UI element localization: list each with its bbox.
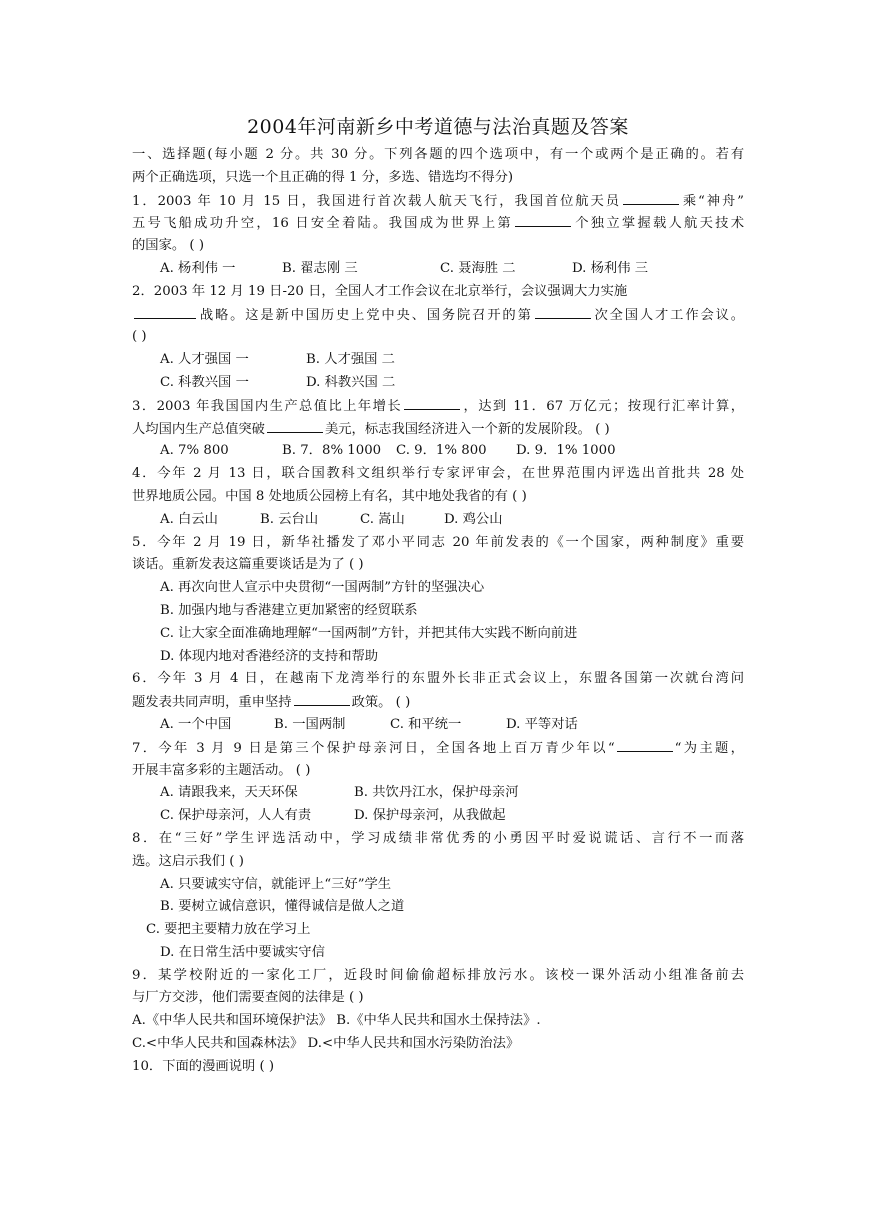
q1-option-b: B. 翟志刚 三: [282, 260, 358, 276]
section-instructions-line-1: 一、选择题(每小题 2 分。共 30 分。下列各题的四个选项中，有一个或两个是正确的。若有: [132, 147, 744, 162]
q7-option-d: D. 保护母亲河，从我做起: [354, 808, 506, 824]
q5-line-2: 谈话。重新发表这篇重要谈话是为了 ( ): [132, 557, 364, 573]
answer-blank: [617, 737, 673, 752]
q5-option-d: D. 体现内地对香港经济的支持和帮助: [160, 648, 379, 664]
q1-option-c: C. 聂海胜 二: [440, 260, 516, 276]
q7-options-cd: [132, 805, 744, 828]
q6-line-1: 6．今年 3 月 4 日，在越南下龙湾举行的东盟外长非正式会议上，东盟各国第一次就台湾问: [132, 671, 744, 687]
answer-blank: [535, 304, 591, 319]
q4-options: [132, 509, 744, 532]
q2-options-ab: [132, 349, 744, 372]
section-instructions-line-2: 两个正确选项，只选一个且正确的得 1 分，多选、错选均不得分): [132, 169, 514, 185]
q1-option-d: D. 杨利伟 三: [572, 260, 649, 276]
exam-page: [132, 112, 744, 1079]
q2-option-a: A. 人才强国 一: [160, 352, 249, 368]
q2-line-3: ( ): [132, 329, 147, 345]
q8-option-b: B. 要树立诚信意识，懂得诚信是做人之道: [160, 899, 405, 915]
q8-option-c: C. 要把主要精力放在学习上: [146, 922, 311, 938]
q5-option-b: B. 加强内地与香港建立更加紧密的经贸联系: [160, 602, 418, 618]
q5-line-1: 5．今年 2 月 19 日，新华社播发了邓小平同志 20 年前发表的《一个国家，两种制度》重要: [132, 534, 744, 550]
q1-line-1: 1．2003 年 10 月 15 日，我国进行首次载人航天飞行，我国首位航天员 乘“神舟”: [132, 190, 744, 213]
q8-line-2: 选。这启示我们 ( ): [132, 853, 244, 869]
q4-line-2: 世界地质公园。中国 8 处地质公园榜上有名，其中地处我省的有 ( ): [132, 488, 527, 504]
q2-line-1: 2．2003 年 12 月 19 日-20 日，全国人才工作会议在北京举行，会议强调大力实施: [132, 283, 628, 299]
q2-option-b: B. 人才强国 二: [306, 352, 395, 368]
q1-line-3: 的国家。 ( ): [132, 238, 205, 254]
q3-line-2: 人均国内生产总值突破 美元，标志我国经济进入一个新的发展阶段。 ( ): [132, 418, 744, 441]
q4-option-c: C. 嵩山: [360, 511, 405, 527]
q2-line-2: 战略。这是新中国历史上党中央、国务院召开的第 次全国人才工作会议。: [132, 304, 744, 327]
q3-option-d: D. 9．1% 1000: [516, 443, 616, 459]
q9-options-ab: A.《中华人民共和国环境保护法》 B.《中华人民共和国水土保持法》.: [132, 1013, 541, 1029]
answer-blank: [294, 691, 350, 706]
q3-line-1: 3．2003 年我国国内生产总值比上年增长 ，达到 11．67 万亿元；按现行汇率计算，: [132, 395, 744, 418]
q6-options: [132, 714, 744, 737]
q7-option-a: A. 请跟我来，天天环保: [160, 785, 298, 801]
q4-option-d: D. 鸡公山: [444, 511, 503, 527]
q2-options-cd: [132, 372, 744, 395]
q2-option-d: D. 科教兴国 二: [306, 374, 396, 390]
q4-line-1: 4．今年 2 月 13 日，联合国教科文组织举行专家评审会，在世界范围内评选出首批共 28 处: [132, 466, 744, 482]
q6-option-d: D. 平等对话: [506, 716, 578, 732]
q4-option-a: A. 白云山: [160, 511, 218, 527]
q2-option-c: C. 科教兴国 一: [160, 374, 249, 390]
answer-blank: [515, 212, 571, 227]
q5-option-c: C. 让大家全面准确地理解“一国两制”方针，并把其伟大实践不断向前进: [160, 625, 578, 641]
q7-options-ab: [132, 782, 744, 805]
q3-option-a: A. 7% 800: [160, 443, 229, 459]
answer-blank: [404, 395, 460, 410]
q7-option-c: C. 保护母亲河，人人有责: [160, 808, 312, 824]
q8-line-1: 8．在“三好”学生评选活动中，学习成绩非常优秀的小勇因平时爱说谎话、言行不一而落: [132, 830, 744, 846]
q3-option-b: B. 7．8% 1000: [282, 443, 382, 459]
q3-options: [132, 440, 744, 463]
q1-options: [132, 258, 744, 281]
q3-option-c: C. 9．1% 800: [396, 443, 487, 459]
q9-line-2: 与厂方交涉，他们需要查阅的法律是 ( ): [132, 990, 364, 1006]
q6-option-c: C. 和平统一: [390, 716, 462, 732]
q6-option-a: A. 一个中国: [160, 716, 232, 732]
q9-options-cd: C.<中华人民共和国森林法》 D.<中华人民共和国水污染防治法》: [132, 1036, 520, 1052]
q8-option-d: D. 在日常生活中要诚实守信: [160, 944, 325, 960]
q4-option-b: B. 云台山: [260, 511, 319, 527]
q7-line-1: 7．今年 3 月 9 日是第三个保护母亲河日，全国各地上百万青少年以“ “为主题，: [132, 737, 744, 760]
q1-line-2: 五号飞船成功升空，16 日安全着陆。我国成为世界上第 个独立掌握载人航天技术: [132, 212, 744, 235]
q8-option-a: A. 只要诚实守信，就能评上“三好”学生: [160, 876, 392, 892]
q6-option-b: B. 一国两制: [274, 716, 346, 732]
q5-option-a: A. 再次向世人宣示中央贯彻“一国两制”方针的坚强决心: [160, 580, 485, 596]
q7-option-b: B. 共饮丹江水，保护母亲河: [354, 785, 519, 801]
q9-line-1: 9．某学校附近的一家化工厂，近段时间偷偷超标排放污水。该校一课外活动小组准备前去: [132, 967, 744, 983]
q7-line-2: 开展丰富多彩的主题活动。 ( ): [132, 762, 311, 778]
answer-blank: [623, 190, 679, 205]
answer-blank: [267, 418, 323, 433]
answer-blank: [134, 304, 196, 319]
page-title: 2004年河南新乡中考道德与法治真题及答案: [247, 116, 629, 138]
q1-option-a: A. 杨利伟 一: [160, 260, 236, 276]
q6-line-2: 题发表共同声明，重申坚持 政策。 ( ): [132, 691, 744, 714]
q10-line-1: 10．下面的漫画说明 ( ): [132, 1058, 275, 1074]
